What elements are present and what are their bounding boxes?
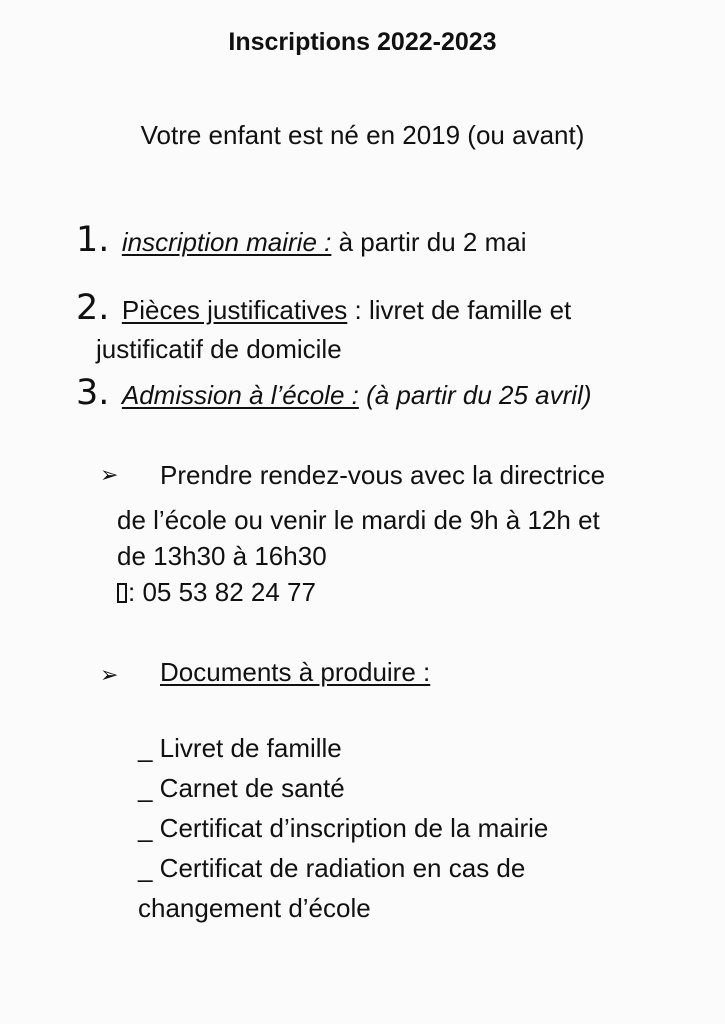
step-1-label: inscription mairie :: [121, 227, 332, 257]
step-3-text: (à partir du 25 avril): [358, 380, 592, 410]
document-item: _ Livret de famille: [138, 733, 342, 763]
step-3: [76, 373, 592, 413]
step-1-text: à partir du 2 mai: [331, 227, 527, 257]
step-2-label: Pièces justificatives: [121, 295, 348, 325]
phone-number: 05 53 82 24 77: [142, 577, 316, 607]
document-item: _ Certificat d’inscription de la mairie: [138, 813, 549, 843]
appointment-phone: [117, 577, 316, 608]
appointment-line-2: de l’école ou venir le mardi de 9h à 12h et: [117, 505, 600, 535]
appointment-line-3: de 13h30 à 16h30: [117, 541, 327, 571]
step-1-number: 1.: [76, 220, 110, 260]
document-item: _ Carnet de santé: [138, 773, 345, 803]
step-1: [76, 220, 526, 260]
phone-icon: [117, 583, 127, 603]
subtitle: Votre enfant est né en 2019 (ou avant): [140, 120, 585, 150]
step-2: [76, 288, 571, 328]
arrow-bullet-icon: ➢: [100, 463, 119, 488]
phone-prefix: :: [128, 577, 143, 607]
step-2-number: 2.: [76, 288, 110, 328]
page-title: Inscriptions 2022-2023: [228, 28, 497, 56]
document-item-line2: changement d’école: [138, 893, 371, 923]
step-2-text: : livret de famille et: [347, 295, 572, 325]
step-3-label: Admission à l’école :: [121, 380, 359, 410]
documents-heading: Documents à produire :: [160, 657, 431, 687]
document-item: _ Certificat de radiation en cas de: [138, 853, 526, 883]
step-3-number: 3.: [76, 373, 110, 413]
step-2-text-line2: justificatif de domicile: [96, 334, 342, 364]
appointment-line-1: Prendre rendez-vous avec la directrice: [160, 460, 606, 490]
arrow-bullet-icon: ➢: [100, 663, 119, 688]
